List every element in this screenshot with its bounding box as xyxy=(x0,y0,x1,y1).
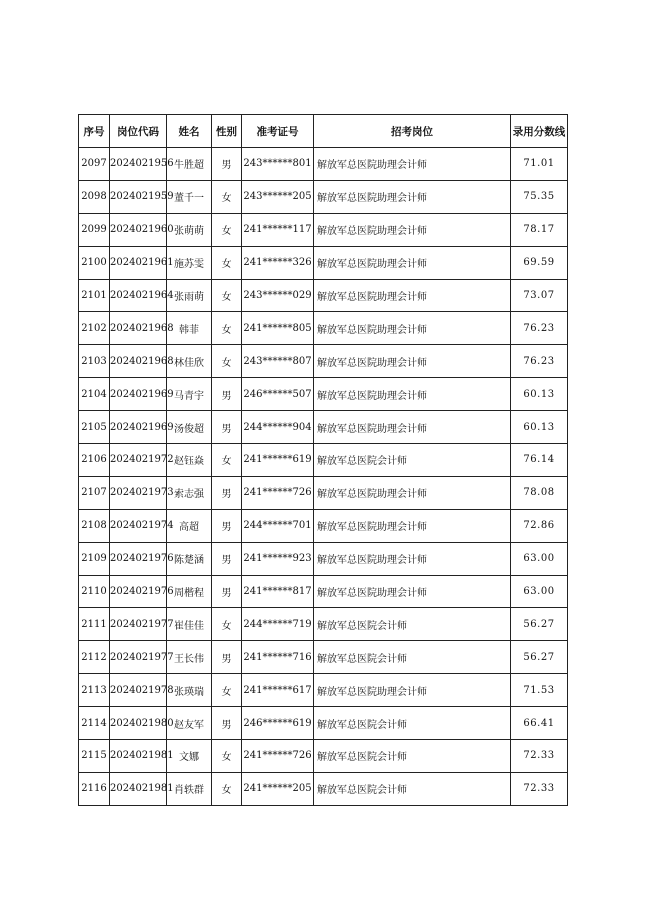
cell-exam-id: 241******617 xyxy=(242,674,314,707)
cell-exam-id: 244******719 xyxy=(242,608,314,641)
cell-gender: 男 xyxy=(212,542,242,575)
cell-position-code: 2024021974 xyxy=(110,509,167,542)
cell-position-code: 2024021961 xyxy=(110,246,167,279)
cell-name: 马青宇 xyxy=(167,378,212,411)
cell-score: 76.23 xyxy=(511,312,568,345)
cell-position-code: 2024021973 xyxy=(110,476,167,509)
cell-exam-id: 244******904 xyxy=(242,411,314,444)
cell-position: 解放军总医院会计师 xyxy=(314,707,511,740)
table-row xyxy=(79,509,568,542)
header-score-line: 录用分数线 xyxy=(511,115,568,148)
cell-position: 解放军总医院助理会计师 xyxy=(314,575,511,608)
cell-name: 肖轶群 xyxy=(167,772,212,805)
cell-exam-id: 241******205 xyxy=(242,772,314,805)
cell-gender: 男 xyxy=(212,707,242,740)
table-row xyxy=(79,312,568,345)
cell-index: 2114 xyxy=(79,707,110,740)
cell-gender: 女 xyxy=(212,312,242,345)
cell-name: 崔佳佳 xyxy=(167,608,212,641)
table-row xyxy=(79,444,568,477)
cell-score: 71.53 xyxy=(511,674,568,707)
cell-name: 张雨萌 xyxy=(167,279,212,312)
cell-gender: 女 xyxy=(212,246,242,279)
table-row xyxy=(79,148,568,181)
cell-score: 76.14 xyxy=(511,444,568,477)
cell-name: 汤俊超 xyxy=(167,411,212,444)
cell-name: 林佳欣 xyxy=(167,345,212,378)
cell-exam-id: 244******701 xyxy=(242,509,314,542)
table-row xyxy=(79,180,568,213)
cell-exam-id: 241******716 xyxy=(242,641,314,674)
cell-name: 陈楚涵 xyxy=(167,542,212,575)
cell-position-code: 2024021977 xyxy=(110,641,167,674)
table-row xyxy=(79,641,568,674)
cell-gender: 男 xyxy=(212,411,242,444)
table-row xyxy=(79,246,568,279)
cell-score: 76.23 xyxy=(511,345,568,378)
cell-gender: 女 xyxy=(212,608,242,641)
cell-position-code: 2024021960 xyxy=(110,213,167,246)
cell-exam-id: 241******726 xyxy=(242,740,314,773)
cell-exam-id: 246******619 xyxy=(242,707,314,740)
cell-name: 赵钰焱 xyxy=(167,444,212,477)
cell-exam-id: 241******619 xyxy=(242,444,314,477)
cell-gender: 男 xyxy=(212,641,242,674)
cell-gender: 女 xyxy=(212,180,242,213)
cell-score: 71.01 xyxy=(511,148,568,181)
table-row xyxy=(79,279,568,312)
cell-index: 2101 xyxy=(79,279,110,312)
cell-gender: 女 xyxy=(212,279,242,312)
table-row xyxy=(79,411,568,444)
cell-score: 78.17 xyxy=(511,213,568,246)
cell-index: 2108 xyxy=(79,509,110,542)
cell-score: 63.00 xyxy=(511,575,568,608)
cell-index: 2113 xyxy=(79,674,110,707)
table-row xyxy=(79,476,568,509)
cell-score: 72.86 xyxy=(511,509,568,542)
cell-position-code: 2024021980 xyxy=(110,707,167,740)
cell-position: 解放军总医院助理会计师 xyxy=(314,476,511,509)
cell-index: 2102 xyxy=(79,312,110,345)
cell-name: 韩菲 xyxy=(167,312,212,345)
cell-position-code: 2024021969 xyxy=(110,378,167,411)
cell-score: 75.35 xyxy=(511,180,568,213)
cell-score: 72.33 xyxy=(511,740,568,773)
cell-exam-id: 243******205 xyxy=(242,180,314,213)
table-row xyxy=(79,772,568,805)
cell-position-code: 2024021976 xyxy=(110,575,167,608)
cell-position-code: 2024021976 xyxy=(110,542,167,575)
cell-index: 2107 xyxy=(79,476,110,509)
cell-index: 2099 xyxy=(79,213,110,246)
cell-position: 解放军总医院会计师 xyxy=(314,641,511,674)
cell-position: 解放军总医院会计师 xyxy=(314,608,511,641)
cell-index: 2098 xyxy=(79,180,110,213)
cell-name: 董千一 xyxy=(167,180,212,213)
cell-score: 72.33 xyxy=(511,772,568,805)
cell-position: 解放军总医院助理会计师 xyxy=(314,674,511,707)
cell-index: 2109 xyxy=(79,542,110,575)
cell-position-code: 2024021969 xyxy=(110,411,167,444)
cell-exam-id: 241******117 xyxy=(242,213,314,246)
header-name: 姓名 xyxy=(167,115,212,148)
cell-name: 赵友军 xyxy=(167,707,212,740)
table-row xyxy=(79,345,568,378)
cell-score: 66.41 xyxy=(511,707,568,740)
cell-gender: 男 xyxy=(212,575,242,608)
header-index: 序号 xyxy=(79,115,110,148)
cell-gender: 男 xyxy=(212,509,242,542)
cell-exam-id: 241******817 xyxy=(242,575,314,608)
cell-position: 解放军总医院助理会计师 xyxy=(314,180,511,213)
cell-position-code: 2024021977 xyxy=(110,608,167,641)
cell-gender: 女 xyxy=(212,674,242,707)
cell-score: 60.13 xyxy=(511,378,568,411)
cell-position-code: 2024021968 xyxy=(110,312,167,345)
table-row xyxy=(79,213,568,246)
cell-index: 2105 xyxy=(79,411,110,444)
cell-position: 解放军总医院助理会计师 xyxy=(314,411,511,444)
cell-position: 解放军总医院助理会计师 xyxy=(314,246,511,279)
cell-position: 解放军总医院助理会计师 xyxy=(314,148,511,181)
cell-name: 文娜 xyxy=(167,740,212,773)
header-exam-id: 准考证号 xyxy=(242,115,314,148)
cell-position-code: 2024021978 xyxy=(110,674,167,707)
cell-index: 2106 xyxy=(79,444,110,477)
cell-exam-id: 241******726 xyxy=(242,476,314,509)
cell-name: 施苏雯 xyxy=(167,246,212,279)
table-row xyxy=(79,608,568,641)
cell-position: 解放军总医院会计师 xyxy=(314,772,511,805)
cell-position-code: 2024021972 xyxy=(110,444,167,477)
cell-index: 2115 xyxy=(79,740,110,773)
cell-name: 索志强 xyxy=(167,476,212,509)
cell-score: 78.08 xyxy=(511,476,568,509)
cell-position-code: 2024021956 xyxy=(110,148,167,181)
cell-index: 2104 xyxy=(79,378,110,411)
cell-position-code: 2024021964 xyxy=(110,279,167,312)
cell-gender: 男 xyxy=(212,148,242,181)
cell-position-code: 2024021981 xyxy=(110,740,167,773)
score-table xyxy=(78,114,568,806)
cell-exam-id: 243******801 xyxy=(242,148,314,181)
cell-gender: 女 xyxy=(212,345,242,378)
cell-position-code: 2024021959 xyxy=(110,180,167,213)
cell-gender: 女 xyxy=(212,444,242,477)
cell-gender: 女 xyxy=(212,740,242,773)
cell-name: 周楷程 xyxy=(167,575,212,608)
cell-exam-id: 241******326 xyxy=(242,246,314,279)
cell-name: 牛胜超 xyxy=(167,148,212,181)
cell-position: 解放军总医院助理会计师 xyxy=(314,312,511,345)
cell-position: 解放军总医院会计师 xyxy=(314,740,511,773)
cell-position: 解放军总医院助理会计师 xyxy=(314,213,511,246)
table-row xyxy=(79,575,568,608)
cell-score: 63.00 xyxy=(511,542,568,575)
cell-gender: 男 xyxy=(212,378,242,411)
table-row xyxy=(79,378,568,411)
header-position-code: 岗位代码 xyxy=(110,115,167,148)
cell-gender: 女 xyxy=(212,213,242,246)
cell-index: 2116 xyxy=(79,772,110,805)
cell-position: 解放军总医院助理会计师 xyxy=(314,378,511,411)
table-row xyxy=(79,707,568,740)
cell-score: 69.59 xyxy=(511,246,568,279)
cell-score: 60.13 xyxy=(511,411,568,444)
table-row xyxy=(79,740,568,773)
cell-exam-id: 246******507 xyxy=(242,378,314,411)
header-position: 招考岗位 xyxy=(314,115,511,148)
cell-score: 56.27 xyxy=(511,641,568,674)
cell-index: 2097 xyxy=(79,148,110,181)
table-row xyxy=(79,542,568,575)
cell-position: 解放军总医院助理会计师 xyxy=(314,509,511,542)
cell-score: 56.27 xyxy=(511,608,568,641)
header-row xyxy=(79,115,568,148)
cell-exam-id: 241******805 xyxy=(242,312,314,345)
cell-exam-id: 243******029 xyxy=(242,279,314,312)
cell-index: 2112 xyxy=(79,641,110,674)
table-body xyxy=(79,148,568,806)
cell-score: 73.07 xyxy=(511,279,568,312)
table-row xyxy=(79,674,568,707)
cell-position-code: 2024021968 xyxy=(110,345,167,378)
cell-exam-id: 243******807 xyxy=(242,345,314,378)
cell-name: 张瑛瑞 xyxy=(167,674,212,707)
cell-position: 解放军总医院助理会计师 xyxy=(314,345,511,378)
cell-gender: 男 xyxy=(212,476,242,509)
cell-index: 2103 xyxy=(79,345,110,378)
cell-exam-id: 241******923 xyxy=(242,542,314,575)
cell-index: 2100 xyxy=(79,246,110,279)
cell-gender: 女 xyxy=(212,772,242,805)
cell-position-code: 2024021981 xyxy=(110,772,167,805)
header-gender: 性别 xyxy=(212,115,242,148)
cell-position: 解放军总医院会计师 xyxy=(314,444,511,477)
cell-name: 高超 xyxy=(167,509,212,542)
cell-index: 2110 xyxy=(79,575,110,608)
cell-name: 王长伟 xyxy=(167,641,212,674)
cell-position: 解放军总医院助理会计师 xyxy=(314,542,511,575)
cell-name: 张萌萌 xyxy=(167,213,212,246)
cell-position: 解放军总医院助理会计师 xyxy=(314,279,511,312)
cell-index: 2111 xyxy=(79,608,110,641)
